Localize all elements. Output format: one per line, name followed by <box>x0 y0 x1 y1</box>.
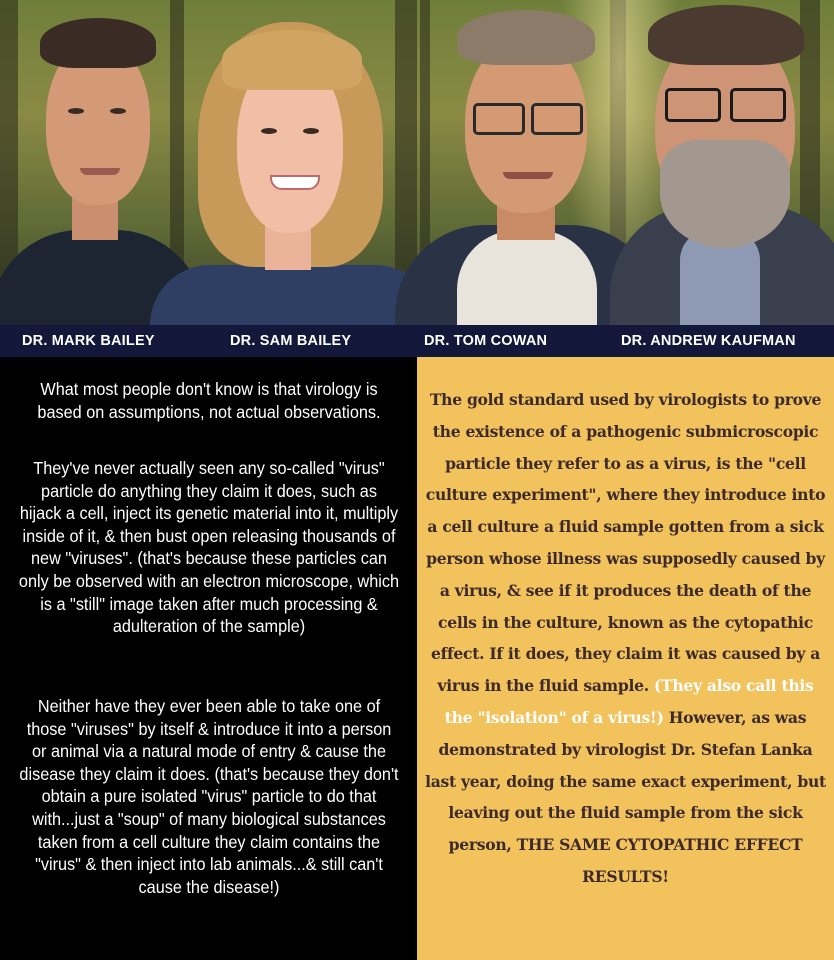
right-highlight-text: (They also call this the "isolation" of a virus!) <box>444 676 814 727</box>
right-paragraph <box>423 384 828 893</box>
name-bar <box>0 325 834 357</box>
right-text-panel <box>417 357 834 960</box>
left-paragraph: What most people don't know is that virology is based on assumptions, not actual observations. <box>37 379 381 422</box>
portrait-andrew-kaufman <box>610 0 834 325</box>
name-label: DR. MARK BAILEY <box>22 333 155 349</box>
name-label: DR. TOM COWAN <box>424 333 548 349</box>
name-label: DR. SAM BAILEY <box>230 333 352 349</box>
right-main-text: The gold standard used by virologists to prove the existence of a pathogenic submicroscopic particle they refer to as a virus, is the "cell culture experiment", where they introduce into a cell culture a fluid sample gotten from a sick person whose illness was supposedly caused by a virus, & see if it produces the death of the cells in the culture, known as the cytopathic effect. If it does, they claim it was caused by a virus in the fluid sample. <box>425 390 826 696</box>
name-label: DR. ANDREW KAUFMAN <box>621 333 796 349</box>
left-paragraph: Neither have they ever been able to take one of those "viruses" by itself & introduce it into a person or animal via a natural mode of entry & cause the disease they claim it does. (that's because they don't obtain a pure isolated "virus" particle to do that with...just a "soup" of many biological substances taken from a cell culture they claim contains the "virus" & then inject into lab animals...& still can't cause the disease!) <box>19 696 399 897</box>
group-photo <box>0 0 834 325</box>
left-paragraph: They've never actually seen any so-called "virus" particle do anything they claim it does, such as hijack a cell, inject its genetic material into it, multiply inside of it, & then bust open releasing thousands of new "viruses". (that's because these particles can only be observed with an electron microscope, which is a "still" image taken after much processing & adulteration of the sample) <box>18 458 400 637</box>
right-end-text: However, as was demonstrated by virologist Dr. Stefan Lanka last year, doing the same exact experiment, but leaving out the fluid sample from the sick person, THE SAME CYTOPATHIC EFFECT RESULTS! <box>425 707 826 886</box>
left-text-panel <box>0 357 417 960</box>
